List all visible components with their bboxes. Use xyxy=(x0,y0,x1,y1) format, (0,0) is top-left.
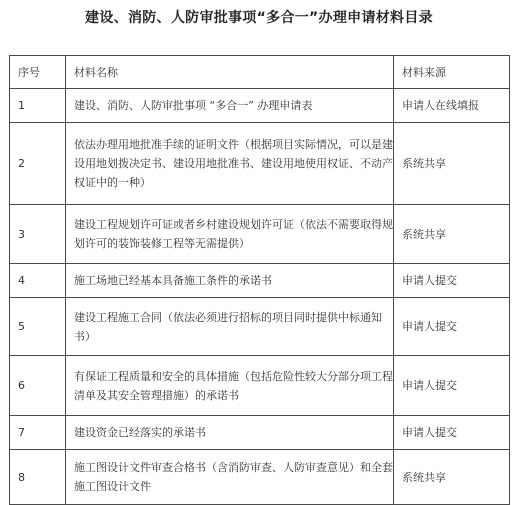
header-source: 材料来源 xyxy=(394,56,510,89)
page-title: 建设、消防、人防审批事项“多合一”办理申请材料目录 xyxy=(85,10,433,26)
row-index: 6 xyxy=(10,356,66,416)
header-index: 序号 xyxy=(10,56,66,89)
row-material-name: 施工图设计文件审查合格书（含消防审查、人防审查意见）和全套施工图设计文件 xyxy=(66,450,394,505)
header-name: 材料名称 xyxy=(66,56,394,89)
row-index: 1 xyxy=(10,89,66,123)
table-row xyxy=(10,298,510,356)
row-index: 2 xyxy=(10,123,66,205)
table-row xyxy=(10,356,510,416)
table-row xyxy=(10,450,510,505)
row-material-source: 申请人提交 xyxy=(394,416,510,450)
row-index: 8 xyxy=(10,450,66,505)
table-row xyxy=(10,123,510,205)
row-material-source: 系统共享 xyxy=(394,450,510,505)
row-material-name: 建设工程施工合同（依法必须进行招标的项目同时提供中标通知书） xyxy=(66,298,394,356)
row-material-name: 建设、消防、人防审批事项 “多合一” 办理申请表 xyxy=(66,89,394,123)
row-index: 5 xyxy=(10,298,66,356)
row-material-source: 系统共享 xyxy=(394,205,510,264)
row-material-source: 申请人提交 xyxy=(394,264,510,298)
row-index: 7 xyxy=(10,416,66,450)
row-material-name: 有保证工程质量和安全的具体措施（包括危险性较大分部分项工程清单及其安全管理措施）的承诺书 xyxy=(66,356,394,416)
row-index: 4 xyxy=(10,264,66,298)
table-row xyxy=(10,264,510,298)
row-material-source: 申请人提交 xyxy=(394,356,510,416)
row-material-name: 建设资金已经落实的承诺书 xyxy=(66,416,394,450)
table-row xyxy=(10,89,510,123)
table-row xyxy=(10,416,510,450)
row-index: 3 xyxy=(10,205,66,264)
row-material-source: 申请人在线填报 xyxy=(394,89,510,123)
row-material-name: 建设工程规划许可证或者乡村建设规划许可证（依法不需要取得规划许可的装饰装修工程等无需提供） xyxy=(66,205,394,264)
materials-table xyxy=(9,55,510,505)
table-header-row xyxy=(10,56,510,89)
row-material-name: 依法办理用地批准手续的证明文件（根据项目实际情况，可以是建设用地划拨决定书、建设用地批准书、建设用地使用权证、不动产权证中的一种） xyxy=(66,123,394,205)
table-row xyxy=(10,205,510,264)
row-material-source: 申请人提交 xyxy=(394,298,510,356)
row-material-name: 施工场地已经基本具备施工条件的承诺书 xyxy=(66,264,394,298)
row-material-source: 系统共享 xyxy=(394,123,510,205)
